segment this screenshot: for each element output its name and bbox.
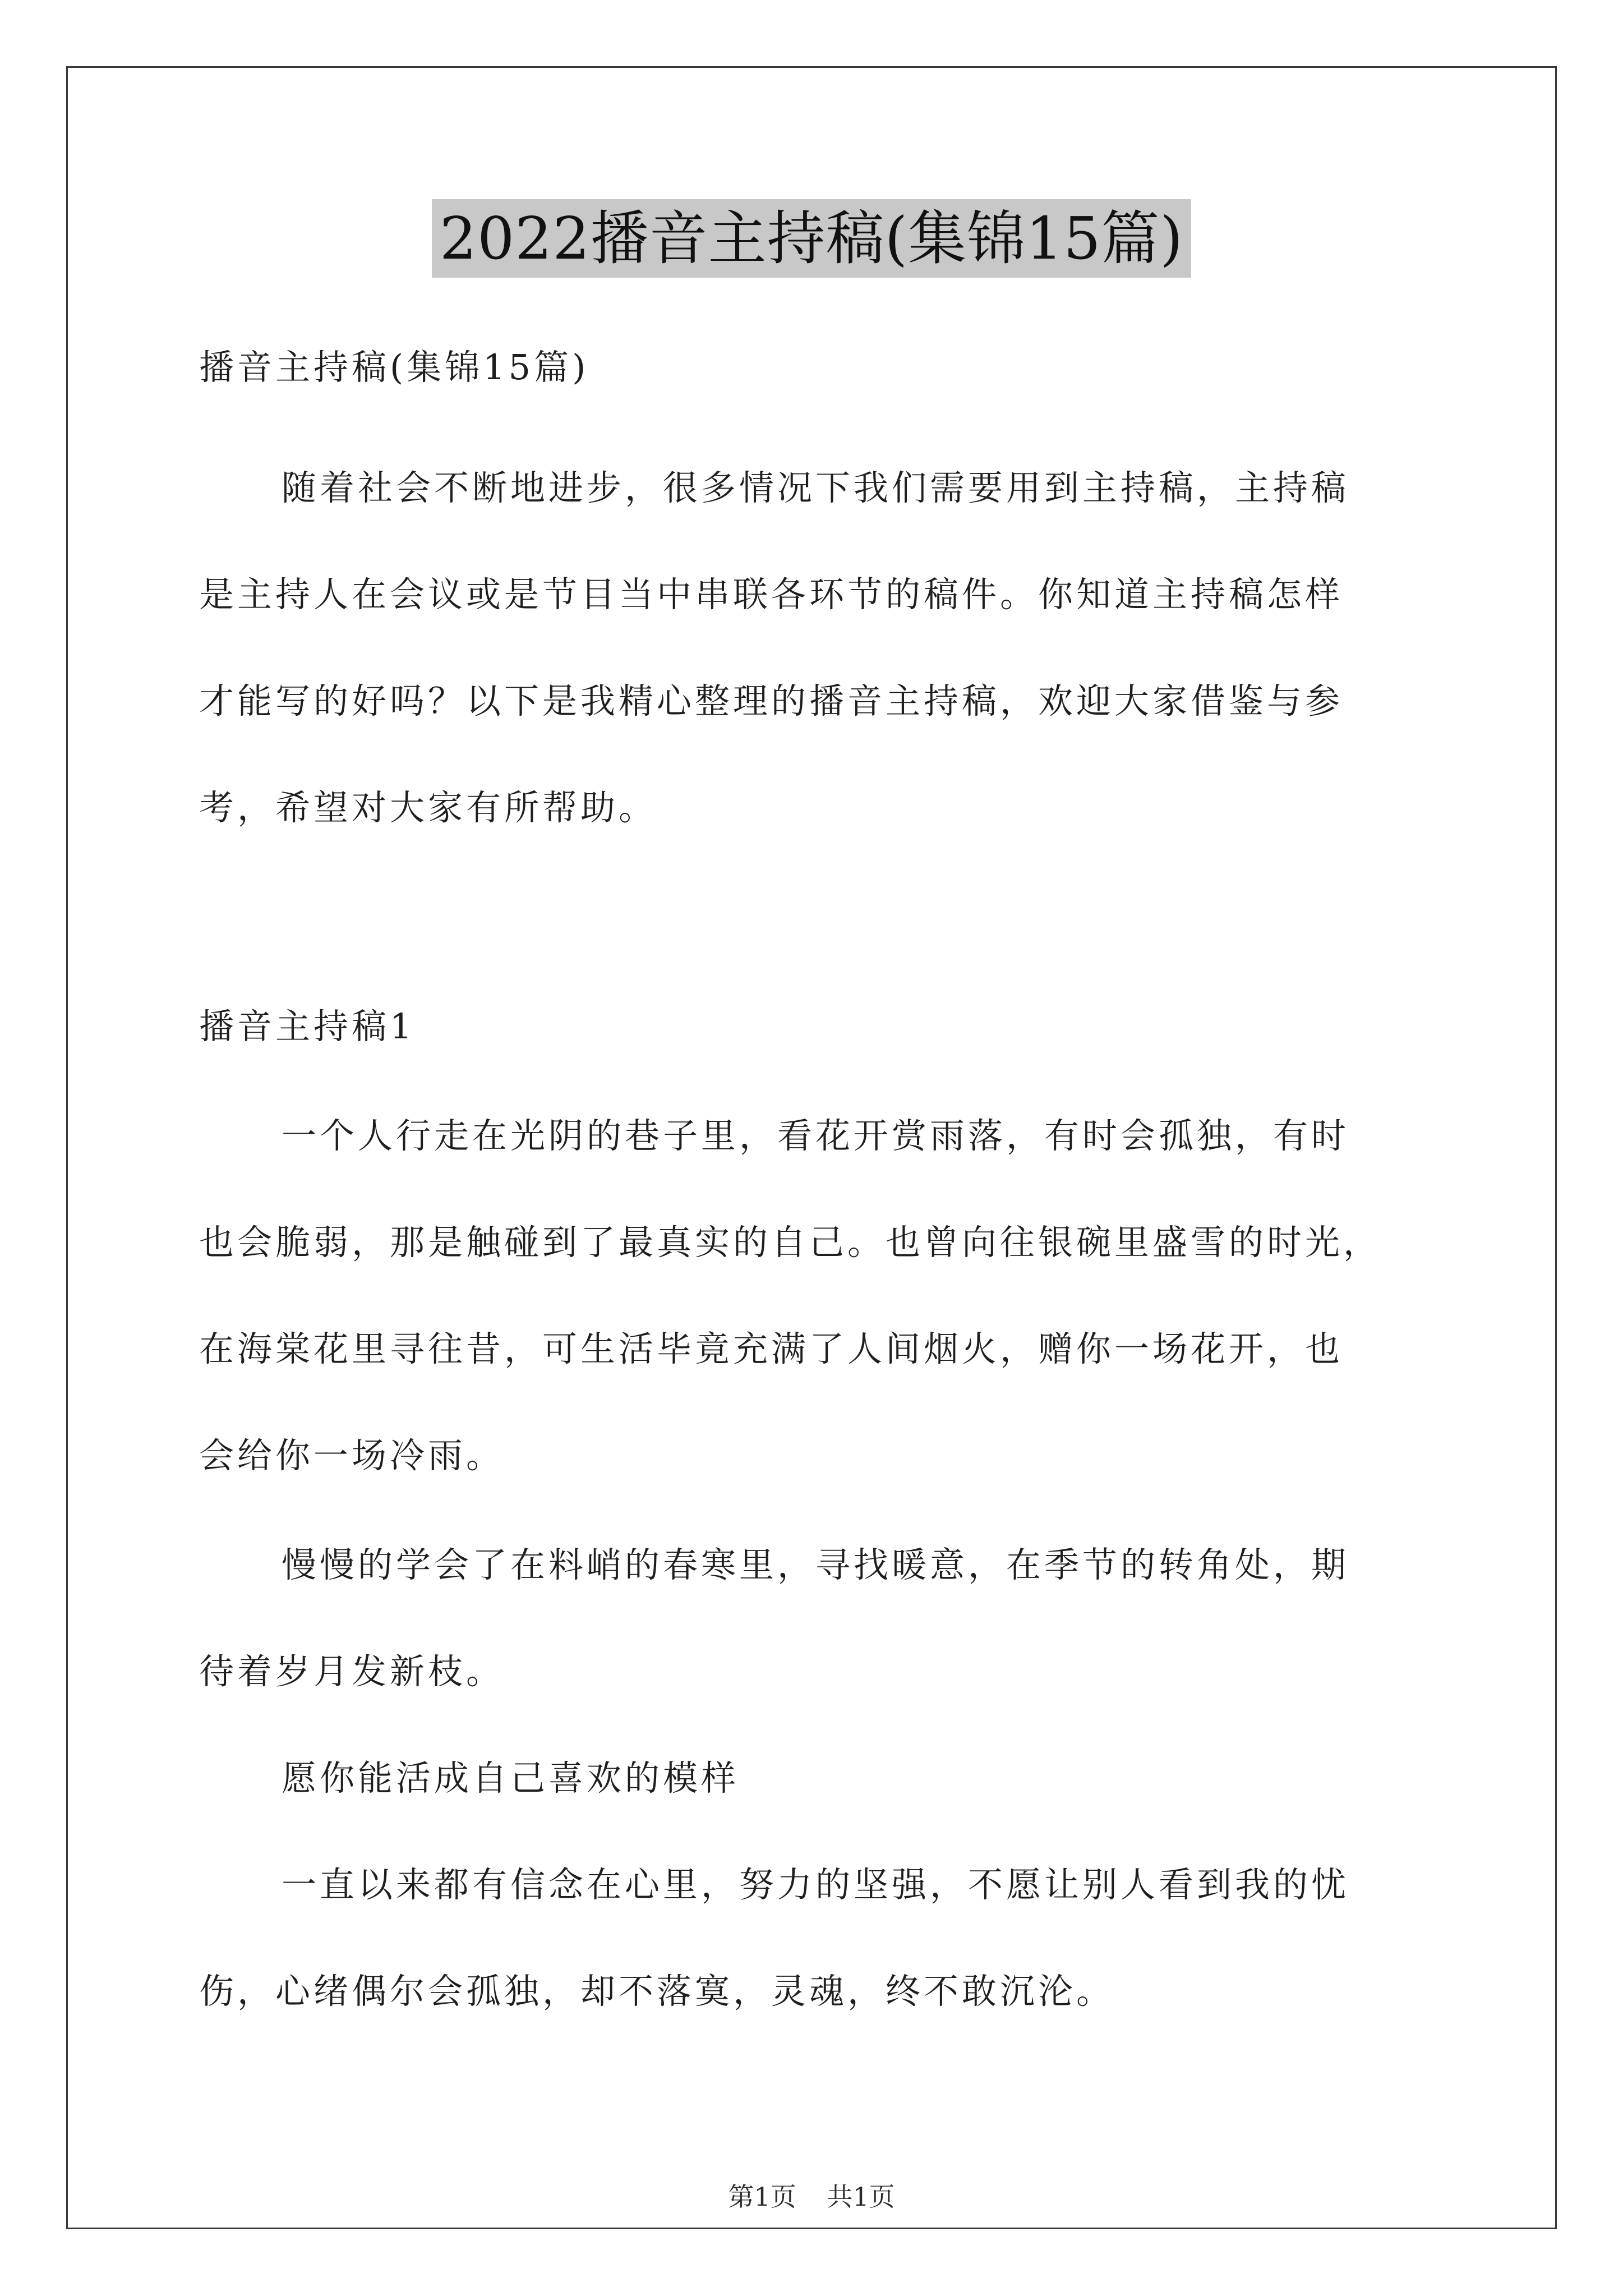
page-footer bbox=[0, 2177, 1623, 2214]
title-container bbox=[0, 199, 1623, 278]
para4-line-2: 伤，心绪偶尔会孤独，却不落寞，灵魂，终不敢沉沦。 bbox=[199, 1971, 1115, 2012]
document-subtitle: 播音主持稿(集锦15篇) bbox=[199, 347, 589, 388]
intro-line-2: 是主持人在会议或是节目当中串联各环节的稿件。你知道主持稿怎样 bbox=[199, 574, 1344, 615]
para1-line-1: 一个人行走在光阴的巷子里，看花开赏雨落，有时会孤独，有时 bbox=[282, 1115, 1350, 1156]
para2-line-2: 待着岁月发新枝。 bbox=[199, 1651, 505, 1692]
page-number-current: 第1页 bbox=[728, 2182, 796, 2212]
document-title: 2022播音主持稿(集锦15篇) bbox=[432, 199, 1191, 278]
page-number-total: 共1页 bbox=[827, 2182, 895, 2212]
intro-line-1: 随着社会不断地进步，很多情况下我们需要用到主持稿，主持稿 bbox=[282, 467, 1350, 508]
para1-line-4: 会给你一场冷雨。 bbox=[199, 1435, 505, 1476]
para1-line-3: 在海棠花里寻往昔，可生活毕竟充满了人间烟火，赠你一场花开，也 bbox=[199, 1328, 1344, 1369]
para1-line-2: 也会脆弱，那是触碰到了最真实的自己。也曾向往银碗里盛雪的时光， bbox=[199, 1222, 1382, 1263]
section-heading: 播音主持稿1 bbox=[199, 1006, 416, 1047]
para2-line-1: 慢慢的学会了在料峭的春寒里，寻找暖意，在季节的转角处，期 bbox=[282, 1544, 1350, 1585]
para4-line-1: 一直以来都有信念在心里，努力的坚强，不愿让别人看到我的忧 bbox=[282, 1864, 1350, 1905]
intro-line-3: 才能写的好吗？以下是我精心整理的播音主持稿，欢迎大家借鉴与参 bbox=[199, 680, 1344, 721]
para3-line: 愿你能活成自己喜欢的模样 bbox=[282, 1757, 740, 1798]
intro-line-4: 考，希望对大家有所帮助。 bbox=[199, 787, 657, 828]
